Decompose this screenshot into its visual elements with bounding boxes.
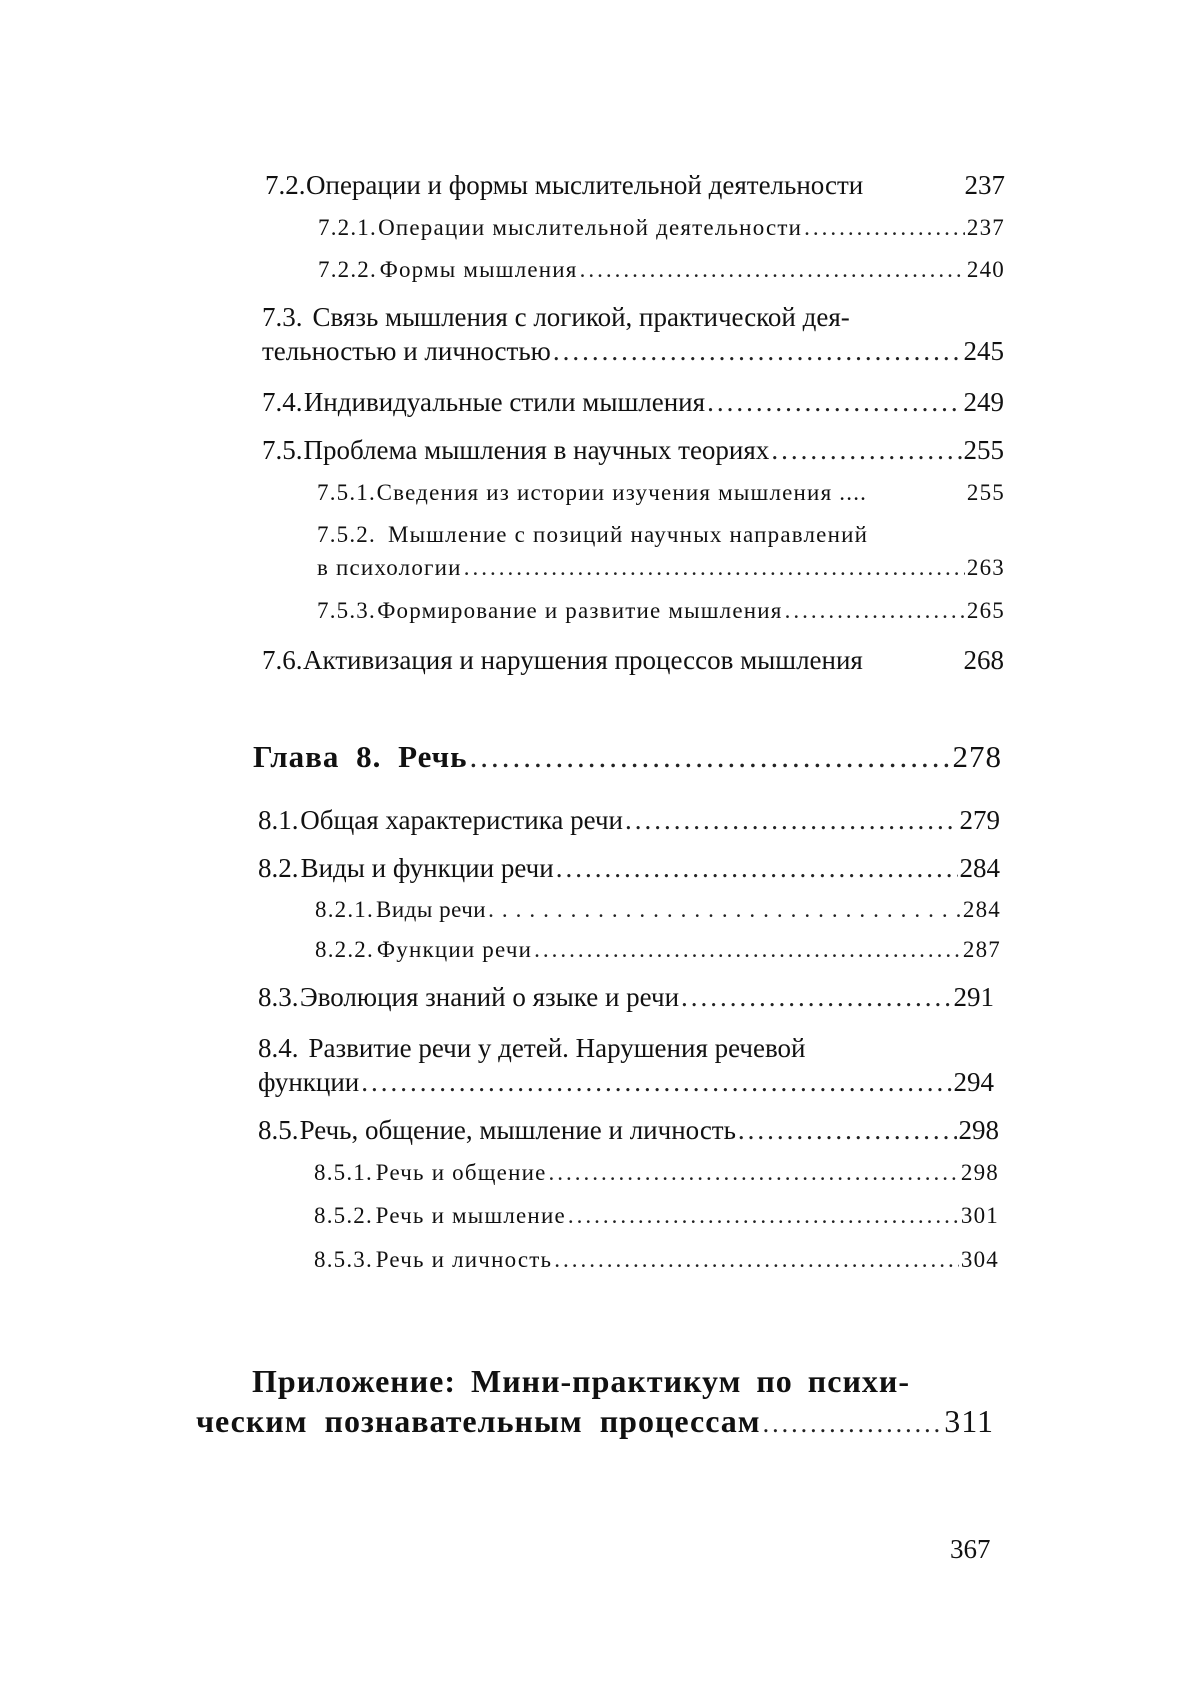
page-ref: 284 — [962, 897, 1001, 922]
dot-leader — [681, 984, 951, 1011]
dot-leader — [488, 898, 961, 921]
page-ref: 284 — [959, 853, 1000, 883]
page-ref: 263 — [966, 555, 1005, 580]
page-number: 367 — [950, 1534, 991, 1564]
toc-entry-8-5-1 — [314, 1161, 999, 1184]
page-ref: 249 — [963, 387, 1004, 417]
page-ref: 240 — [966, 257, 1005, 282]
section-number: 8.1. — [258, 805, 299, 835]
dot-leader — [763, 1411, 943, 1437]
chapter-title: Глава 8. Речь — [253, 739, 468, 774]
dot-leader — [707, 389, 961, 416]
section-title: Формы мышления — [379, 257, 578, 282]
dot-leader — [625, 807, 957, 834]
toc-entry-8-2 — [258, 855, 1000, 882]
dot-leader — [549, 1161, 959, 1184]
section-title: Развитие речи у детей. Нарушения речевой — [308, 1033, 806, 1063]
section-number: 7.2. — [265, 170, 306, 200]
toc-entry-7-2 — [265, 172, 1005, 199]
toc-entry-7-6 — [262, 647, 1004, 674]
dot-leader — [580, 258, 965, 281]
page-ref: 237 — [966, 215, 1005, 240]
section-number: 8.2.2. — [315, 937, 374, 962]
toc-entry-7-2-2 — [318, 258, 1005, 281]
page-ref: 237 — [964, 170, 1005, 200]
toc-entry-7-3 — [262, 338, 1004, 365]
page-ref: 301 — [960, 1203, 999, 1228]
toc-entry-8-5 — [258, 1117, 999, 1144]
page-ref: 255 — [963, 435, 1004, 465]
section-number: 8.5.2. — [314, 1203, 373, 1228]
section-number: 8.5.3. — [314, 1247, 373, 1272]
section-number: 8.3. — [258, 982, 299, 1012]
toc-entry-7-2-1 — [318, 216, 1005, 239]
dot-leader — [804, 216, 965, 239]
toc-appendix-line1 — [252, 1365, 910, 1397]
page-ref: 298 — [958, 1115, 999, 1145]
dot-leader — [771, 437, 961, 464]
dot-leader — [785, 599, 965, 622]
toc-entry-8-5-2 — [314, 1204, 999, 1227]
page-ref: 311 — [944, 1403, 994, 1439]
section-title: Формирование и развитие мышления — [377, 598, 783, 623]
dot-leader — [534, 938, 961, 961]
section-title: Операции мыслительной деятельности — [378, 215, 803, 240]
toc-entry-7-5-1 — [317, 481, 1005, 504]
section-title: Виды и функции речи — [300, 853, 554, 883]
page-ref: 304 — [960, 1247, 999, 1272]
section-number: 7.3. — [262, 302, 303, 332]
section-number: 7.5.2. — [317, 522, 376, 547]
dot-leader — [556, 855, 958, 882]
page-ref: 294 — [953, 1067, 994, 1097]
section-title: Функции речи — [376, 937, 533, 962]
dot-leader — [554, 1248, 959, 1271]
appendix-title-continued: ческим познавательным процессам — [196, 1403, 761, 1439]
section-title: Речь и общение — [375, 1160, 547, 1185]
section-title: Эволюция знаний о языке и речи — [299, 982, 680, 1012]
section-title: Индивидуальные стили мышления — [303, 387, 706, 417]
section-title: Активизация и нарушения процессов мышления — [303, 645, 863, 675]
section-number: 7.5. — [262, 435, 303, 465]
page-ref: 298 — [960, 1160, 999, 1185]
section-number: 7.5.1. — [317, 480, 376, 505]
toc-entry-8-4-line1 — [258, 1035, 806, 1062]
toc-entry-8-3 — [258, 984, 994, 1011]
section-title: Мышление с позиций научных направлений — [387, 522, 869, 547]
page-ref: 278 — [952, 739, 1002, 774]
section-title: Виды речи — [376, 897, 487, 922]
toc-appendix — [196, 1405, 994, 1437]
toc-entry-8-2-1 — [315, 898, 1001, 921]
section-title: Общая характеристика речи — [300, 805, 624, 835]
toc-entry-8-2-2 — [315, 938, 1001, 961]
page-ref: 291 — [953, 982, 994, 1012]
dot-leader — [464, 556, 965, 579]
section-title: Речь и мышление — [375, 1203, 566, 1228]
section-title-continued: тельностью и личностью — [262, 336, 551, 366]
toc-chapter-8 — [253, 741, 1002, 772]
toc-entry-7-4 — [262, 389, 1004, 416]
page-ref: 245 — [963, 336, 1004, 366]
section-title-continued: функции — [258, 1067, 360, 1097]
section-number: 8.2. — [258, 853, 299, 883]
page-ref: 255 — [966, 480, 1005, 505]
section-number: 8.5. — [258, 1115, 299, 1145]
page-ref: 265 — [966, 598, 1005, 623]
section-number: 7.2.2. — [318, 257, 377, 282]
toc-entry-7-5-3 — [317, 599, 1005, 622]
appendix-title: Приложение: Мини-практикум по психи- — [252, 1363, 910, 1399]
section-title: Операции и формы мыслительной деятельности — [306, 170, 864, 200]
toc-entry-7-5-2 — [317, 556, 1005, 579]
section-number: 7.5.3. — [317, 598, 376, 623]
dot-leader — [738, 1117, 957, 1144]
section-title: Проблема мышления в научных теориях — [303, 435, 770, 465]
page-ref: 287 — [962, 937, 1001, 962]
section-number: 8.5.1. — [314, 1160, 373, 1185]
toc-entry-7-5 — [262, 437, 1004, 464]
section-number: 7.4. — [262, 387, 303, 417]
toc-entry-7-3-line1 — [262, 304, 850, 331]
dot-leader — [568, 1204, 959, 1227]
dot-leader — [470, 741, 951, 772]
toc-entry-7-5-2-line1 — [317, 523, 868, 546]
dot-leader — [553, 338, 962, 365]
section-title: Речь и личность — [375, 1247, 553, 1272]
section-title: Речь, общение, мышление и личность — [299, 1115, 736, 1145]
section-title: Связь мышления с логикой, практической дея- — [312, 302, 850, 332]
section-number: 8.2.1. — [315, 897, 374, 922]
section-number: 7.6. — [262, 645, 303, 675]
dot-leader — [361, 1069, 951, 1096]
section-title: Сведения из истории изучения мышления .... — [376, 480, 868, 505]
toc-entry-8-1 — [258, 807, 1000, 834]
section-number: 8.4. — [258, 1033, 299, 1063]
toc-entry-8-4 — [258, 1069, 994, 1096]
section-number: 7.2.1. — [318, 215, 377, 240]
section-title-continued: в психологии — [317, 555, 462, 580]
page-ref: 279 — [959, 805, 1000, 835]
page-ref: 268 — [963, 645, 1004, 675]
toc-entry-8-5-3 — [314, 1248, 999, 1271]
